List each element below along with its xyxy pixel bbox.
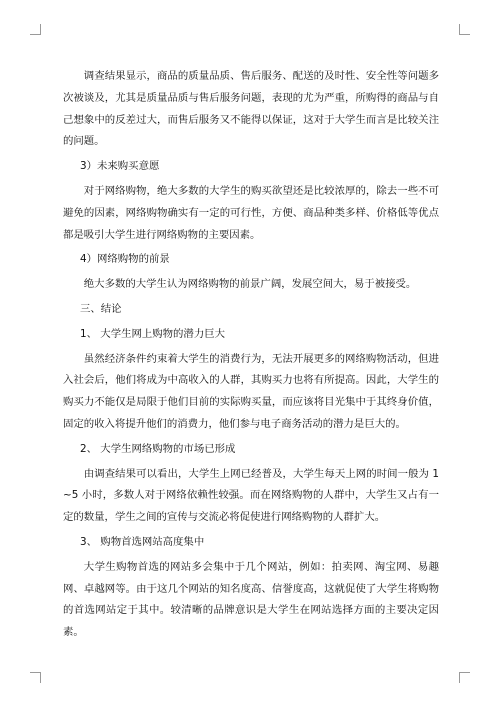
paragraph-conclusion-1: 虽然经济条件约束着大学生的消费行为，无法开展更多的网络购物活动，但进入社会后，他们将成为中高收入的人群，其购买力也将有所提高。因此，大学生的购买力不能仅是局限于他们目前的实际购买量，而应该将目光集中于其终身价值，固定的收入将提升他们的消费力，他们参与电子商务活动的潜力是巨大的。 [63, 352, 439, 430]
crop-mark-bottom-right [459, 672, 470, 683]
document-body [63, 66, 439, 647]
heading-conclusion-2: 2、 大学生网络购物的市场已形成 [80, 442, 236, 455]
paragraph-prospects: 绝大多数的大学生认为网络购物的前景广阔，发展空间大，易于被接受。 [83, 278, 417, 291]
heading-online-shopping-prospects: 4）网络购物的前景 [80, 253, 170, 266]
crop-mark-bottom-left [30, 672, 41, 683]
crop-mark-top-right [459, 24, 470, 35]
paragraph-conclusion-3: 大学生购物首选的网站多会集中于几个网站，例如：拍卖网、淘宝网、易趣网、卓越网等。由于这几个网站的知名度高、信誉度高，这就促使了大学生将购物的首选网站定于其中。较清晰的品牌意识是大学生在网站选择方面的主要决定因素。 [63, 560, 439, 639]
heading-conclusion: 三、结论 [80, 302, 122, 315]
crop-mark-top-left [30, 24, 41, 35]
paragraph-conclusion-2: 由调查结果可以看出，大学生上网已经普及，大学生每天上网的时间一般为 1~5 小时，多数人对于网络依赖性较强。而在网络购物的人群中，大学生又占有一定的数量，学生之间的宣传与交流必将促使进行网络购物的人群扩大。 [63, 467, 439, 524]
heading-conclusion-1: 1、 大学生网上购物的潜力巨大 [80, 327, 225, 340]
heading-conclusion-3: 3、 购物首选网站高度集中 [80, 535, 205, 548]
heading-future-purchase-intent: 3）未来购买意愿 [80, 160, 160, 173]
paragraph-survey-results: 调查结果显示，商品的质量品质、售后服务、配送的及时性、安全性等问题多次被谈及，尤其是质量品质与售后服务问题，表现的尤为严重，所购得的商品与自己想象中的反差过大，而售后服务又不能得以保证，这对于大学生而言是比较关注的问题。 [63, 70, 439, 148]
paragraph-purchase-intent: 对于网络购物，绝大多数的大学生的购买欲望还是比较浓厚的，除去一些不可避免的因素，网络购物确实有一定的可行性，方便、商品种类多样、价格低等优点都是吸引大学生进行网络购物的主要因素。 [63, 184, 439, 241]
